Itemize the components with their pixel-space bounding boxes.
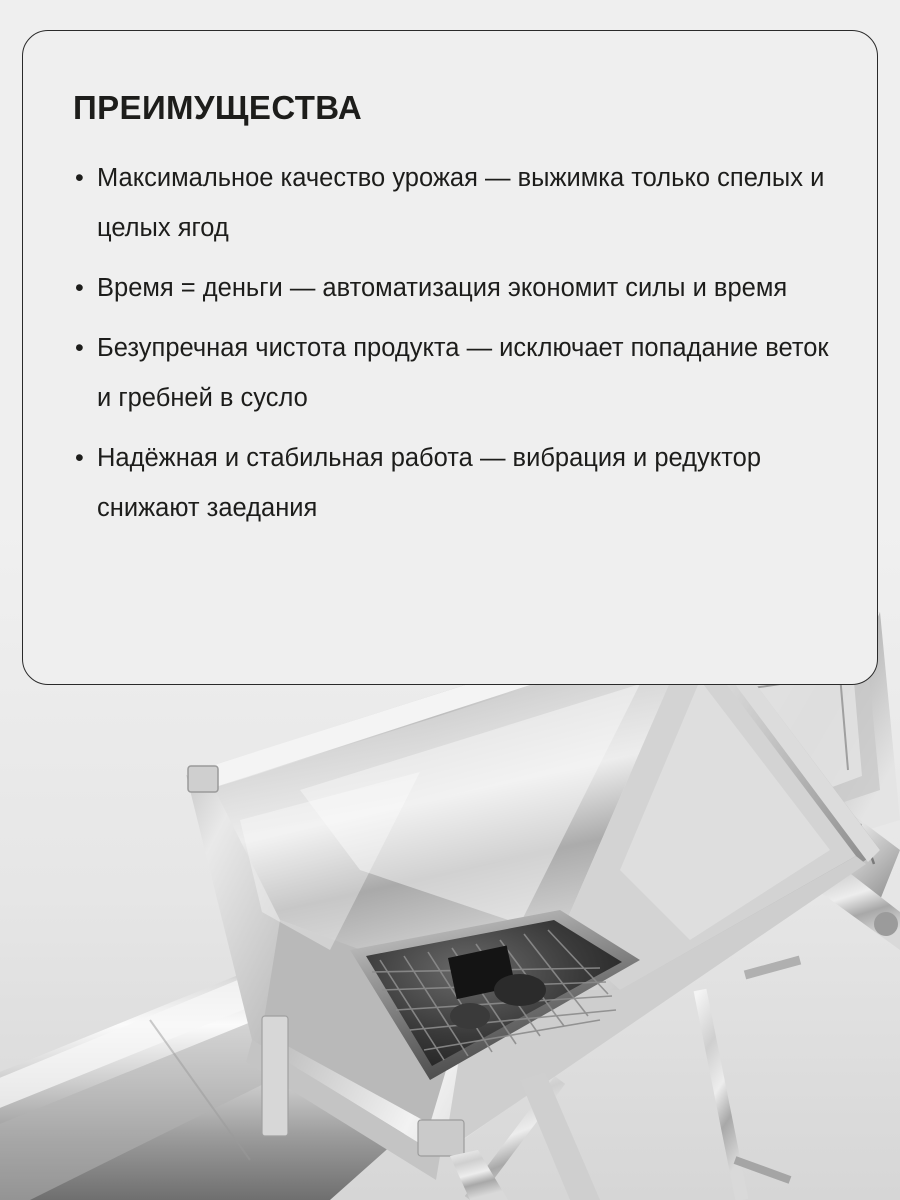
bullet-icon: • — [75, 164, 84, 192]
bullet-icon: • — [75, 334, 84, 362]
list-item-text: Надёжная и стабильная работа — вибрация и редуктор снижают заедания — [97, 444, 761, 522]
list-item-text: Безупречная чистота продукта — исключает попадание веток и гребней в сусло — [97, 334, 829, 412]
page-title: ПРЕИМУЩЕСТВА — [73, 89, 363, 126]
list-item — [69, 433, 831, 533]
list-item — [69, 323, 831, 423]
list-item-text: Максимальное качество урожая — выжимка только спелых и целых ягод — [97, 164, 825, 242]
list-item — [69, 153, 831, 253]
bullet-icon: • — [75, 444, 84, 472]
list-item — [69, 263, 831, 313]
advantages-card — [22, 30, 878, 685]
list-item-text: Время = деньги — автоматизация экономит силы и время — [97, 274, 788, 302]
advantages-list — [69, 153, 831, 533]
bullet-icon: • — [75, 274, 84, 302]
